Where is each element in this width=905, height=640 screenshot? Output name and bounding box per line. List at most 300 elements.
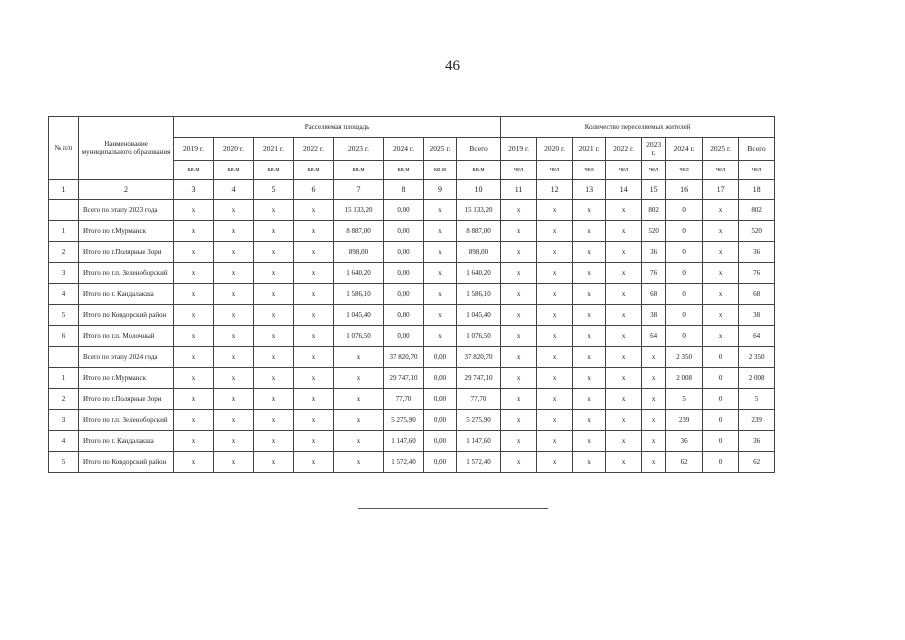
table-cell: x [537, 347, 573, 368]
table-cell: x [294, 410, 334, 431]
table-cell: x [214, 263, 254, 284]
table-cell: x [424, 242, 457, 263]
table-cell: 36 [642, 242, 666, 263]
municipality-name-cell: Итого по Ковдорский район [79, 305, 174, 326]
table-cell: 76 [739, 263, 775, 284]
table-cell: 0 [703, 368, 739, 389]
row-number-cell: 5 [49, 452, 79, 473]
table-cell: 802 [739, 200, 775, 221]
table-cell: x [537, 200, 573, 221]
table-cell: x [573, 326, 606, 347]
table-row [49, 431, 775, 452]
header-area-year: 2020 г. [214, 138, 254, 161]
table-row [49, 368, 775, 389]
table-cell: x [334, 452, 384, 473]
table-cell: x [174, 347, 214, 368]
row-number-cell: 5 [49, 305, 79, 326]
table-cell: 520 [642, 221, 666, 242]
municipality-name-cell: Всего по этапу 2023 года [79, 200, 174, 221]
header-area-unit: кв.м [254, 161, 294, 180]
table-cell: 2 008 [666, 368, 703, 389]
table-cell: x [537, 452, 573, 473]
table-cell: x [501, 410, 537, 431]
row-number-cell: 3 [49, 410, 79, 431]
table-cell: 0,00 [384, 326, 424, 347]
table-cell: 68 [642, 284, 666, 305]
header-people-year: Всего [739, 138, 775, 161]
column-number-cell: 2 [79, 180, 174, 200]
table-cell: 0 [703, 452, 739, 473]
table-row [49, 200, 775, 221]
municipality-name-cell: Итого по г.п. Зеленоборский [79, 263, 174, 284]
table-cell: 1 045,40 [457, 305, 501, 326]
header-no: № п/п [49, 117, 79, 180]
table-cell: x [174, 221, 214, 242]
table-row [49, 242, 775, 263]
table-cell: 76 [642, 263, 666, 284]
table-cell: x [254, 452, 294, 473]
table-cell: 520 [739, 221, 775, 242]
table-cell: 0,00 [424, 410, 457, 431]
table-cell: x [294, 347, 334, 368]
header-area-year: 2022 г. [294, 138, 334, 161]
table-row [49, 410, 775, 431]
table-cell: x [254, 284, 294, 305]
header-area-unit: кв.м [334, 161, 384, 180]
row-number-cell [49, 200, 79, 221]
column-number-cell: 3 [174, 180, 214, 200]
table-cell: 0 [666, 221, 703, 242]
table-cell: 0 [666, 284, 703, 305]
header-area-unit: кв.м [457, 161, 501, 180]
table-cell: x [214, 410, 254, 431]
table-cell: 0 [703, 347, 739, 368]
table-cell: x [424, 200, 457, 221]
table-cell: x [294, 326, 334, 347]
table-cell: x [214, 242, 254, 263]
table-cell: x [537, 368, 573, 389]
table-cell: 5 [739, 389, 775, 410]
column-number-cell: 6 [294, 180, 334, 200]
row-number-cell: 6 [49, 326, 79, 347]
header-area-year: 2019 г. [174, 138, 214, 161]
table-cell: 1 572,40 [384, 452, 424, 473]
municipality-name-cell: Итого по г.Полярные Зори [79, 242, 174, 263]
table-cell: 0,00 [384, 284, 424, 305]
header-area-unit: кв.м [174, 161, 214, 180]
table-cell: x [294, 200, 334, 221]
column-number-cell: 18 [739, 180, 775, 200]
header-people-year: 2019 г. [501, 138, 537, 161]
table-cell: 1 640,20 [334, 263, 384, 284]
table-cell: x [334, 431, 384, 452]
table-row [49, 305, 775, 326]
row-number-cell: 2 [49, 242, 79, 263]
table-cell: 0,00 [384, 242, 424, 263]
header-people-unit: чел [573, 161, 606, 180]
table-cell: x [573, 263, 606, 284]
municipality-name-cell: Итого по г.п. Зеленоборский [79, 410, 174, 431]
table-cell: x [214, 284, 254, 305]
row-number-cell: 1 [49, 221, 79, 242]
table-cell: x [573, 389, 606, 410]
table-cell: x [606, 452, 642, 473]
table-cell: x [537, 242, 573, 263]
table-cell: 0,00 [384, 305, 424, 326]
table-cell: 0,00 [424, 347, 457, 368]
table-cell: 15 133,20 [334, 200, 384, 221]
table-cell: 0 [666, 263, 703, 284]
header-people-unit: чел [666, 161, 703, 180]
table-cell: 0 [703, 431, 739, 452]
table-cell: 2 350 [739, 347, 775, 368]
table-cell: x [214, 389, 254, 410]
table-cell: 2 008 [739, 368, 775, 389]
table-cell: x [294, 431, 334, 452]
table-cell: x [254, 242, 294, 263]
municipality-name-cell: Итого по г.п. Молочный [79, 326, 174, 347]
table-row [49, 284, 775, 305]
table-cell: 5 275,90 [457, 410, 501, 431]
table-row [49, 326, 775, 347]
municipality-name-cell: Итого по г.Мурманск [79, 368, 174, 389]
table-cell: 37 820,70 [457, 347, 501, 368]
table-cell: x [573, 284, 606, 305]
table-cell: x [424, 284, 457, 305]
table-cell: 8 887,00 [334, 221, 384, 242]
table-cell: 0 [666, 200, 703, 221]
header-area-unit: кв.м [384, 161, 424, 180]
column-number-cell: 11 [501, 180, 537, 200]
header-area-year: 2025 г. [424, 138, 457, 161]
table-cell: 239 [666, 410, 703, 431]
column-number-cell: 13 [573, 180, 606, 200]
table-cell: x [606, 221, 642, 242]
table-cell: x [537, 221, 573, 242]
table-cell: x [294, 221, 334, 242]
table-cell: x [703, 263, 739, 284]
table-cell: 0,00 [424, 452, 457, 473]
table-cell: x [254, 389, 294, 410]
table-cell: x [214, 221, 254, 242]
table-cell: 0,00 [424, 389, 457, 410]
table-cell: x [254, 305, 294, 326]
table-row [49, 347, 775, 368]
header-area-group: Расселяемая площадь [174, 117, 501, 138]
table-cell: 1 586,10 [334, 284, 384, 305]
table-cell: x [214, 200, 254, 221]
table-cell: x [606, 347, 642, 368]
table-cell: x [424, 263, 457, 284]
table-cell: 64 [739, 326, 775, 347]
header-area-year: 2024 г. [384, 138, 424, 161]
table-cell: x [537, 410, 573, 431]
municipality-name-cell: Всего по этапу 2024 года [79, 347, 174, 368]
table-cell: x [294, 389, 334, 410]
municipality-name-cell: Итого по Ковдорский район [79, 452, 174, 473]
table-cell: x [703, 305, 739, 326]
table-cell: 5 [666, 389, 703, 410]
header-people-year: 2023 г. [642, 138, 666, 161]
table-cell: x [703, 200, 739, 221]
municipality-name-cell: Итого по г.Полярные Зори [79, 389, 174, 410]
table-cell: 0,00 [384, 221, 424, 242]
table-cell: x [537, 284, 573, 305]
table-cell: x [642, 452, 666, 473]
municipality-name-cell: Итого по г.Мурманск [79, 221, 174, 242]
table-row [49, 389, 775, 410]
page-number: 46 [445, 58, 460, 74]
table-cell: 239 [739, 410, 775, 431]
row-number-cell: 4 [49, 431, 79, 452]
table-cell: x [501, 242, 537, 263]
table-cell: x [294, 368, 334, 389]
table-cell: x [174, 242, 214, 263]
table-cell: x [294, 284, 334, 305]
table-cell: x [703, 221, 739, 242]
table-cell: x [214, 347, 254, 368]
table-cell: x [642, 347, 666, 368]
table-cell: 0,00 [384, 263, 424, 284]
table-cell: x [501, 284, 537, 305]
table-cell: x [501, 368, 537, 389]
table-cell: x [573, 200, 606, 221]
header-area-unit: кв.м [294, 161, 334, 180]
table-cell: x [501, 347, 537, 368]
table-cell: x [254, 431, 294, 452]
table-cell: x [573, 221, 606, 242]
table-cell: x [537, 389, 573, 410]
header-area-unit: кв.м [214, 161, 254, 180]
table-cell: x [174, 284, 214, 305]
table-cell: 0 [703, 389, 739, 410]
column-number-cell: 16 [666, 180, 703, 200]
table-cell: x [174, 200, 214, 221]
row-number-cell: 4 [49, 284, 79, 305]
table-cell: x [254, 263, 294, 284]
table-cell: x [174, 410, 214, 431]
table-cell: x [254, 326, 294, 347]
table-cell: x [606, 263, 642, 284]
table-cell: x [174, 431, 214, 452]
table-cell: x [424, 305, 457, 326]
header-people-year: 2022 г. [606, 138, 642, 161]
column-number-cell: 10 [457, 180, 501, 200]
column-number-cell: 14 [606, 180, 642, 200]
table-cell: 62 [666, 452, 703, 473]
table-cell: x [294, 242, 334, 263]
table-cell: 8 887,00 [457, 221, 501, 242]
table-cell: x [214, 368, 254, 389]
table-cell: x [174, 389, 214, 410]
table-cell: 802 [642, 200, 666, 221]
table-cell: x [606, 305, 642, 326]
table-cell: x [606, 284, 642, 305]
table-cell: x [537, 326, 573, 347]
table-cell: x [573, 305, 606, 326]
table-cell: 29 747,10 [457, 368, 501, 389]
table-cell: 0,00 [424, 431, 457, 452]
table-cell: x [294, 305, 334, 326]
bottom-rule [358, 508, 548, 509]
table-cell: x [573, 410, 606, 431]
table-row [49, 263, 775, 284]
table-cell: x [606, 200, 642, 221]
table-cell: x [537, 263, 573, 284]
table-cell: x [642, 410, 666, 431]
table-cell: x [703, 284, 739, 305]
table-cell: x [424, 221, 457, 242]
table-cell: x [214, 305, 254, 326]
municipality-name-cell: Итого по г. Кандалакша [79, 284, 174, 305]
table-cell: x [334, 389, 384, 410]
column-number-cell: 15 [642, 180, 666, 200]
table-cell: x [294, 263, 334, 284]
table-cell: x [334, 347, 384, 368]
header-area-year: 2021 г. [254, 138, 294, 161]
table-cell: x [573, 431, 606, 452]
table-cell: 1 586,10 [457, 284, 501, 305]
table-cell: x [606, 389, 642, 410]
table-cell: 64 [642, 326, 666, 347]
header-area-year: Всего [457, 138, 501, 161]
column-number-cell: 1 [49, 180, 79, 200]
table-cell: 77,70 [384, 389, 424, 410]
table-cell: 15 133,20 [457, 200, 501, 221]
table-cell: x [501, 221, 537, 242]
header-people-unit: чел [537, 161, 573, 180]
table-cell: x [501, 452, 537, 473]
table-cell: 1 076,50 [457, 326, 501, 347]
header-people-unit: чел [642, 161, 666, 180]
table-cell: x [294, 452, 334, 473]
table-cell: 1 572,40 [457, 452, 501, 473]
table-cell: 68 [739, 284, 775, 305]
table-cell: 77,70 [457, 389, 501, 410]
table-cell: x [501, 263, 537, 284]
header-people-unit: чел [739, 161, 775, 180]
table-cell: 36 [739, 431, 775, 452]
table-cell: x [573, 242, 606, 263]
header-people-year: 2020 г. [537, 138, 573, 161]
header-name: Наименование муниципального образования [79, 117, 174, 180]
table-cell: x [254, 368, 294, 389]
table-cell: x [174, 263, 214, 284]
table-cell: x [537, 305, 573, 326]
header-people-year: 2021 г. [573, 138, 606, 161]
table-cell: 36 [666, 431, 703, 452]
table-cell: 0 [703, 410, 739, 431]
table-cell: 0 [666, 326, 703, 347]
table-cell: 29 747,10 [384, 368, 424, 389]
table-cell: x [606, 410, 642, 431]
table-cell: 38 [739, 305, 775, 326]
table-cell: x [501, 200, 537, 221]
table-row [49, 452, 775, 473]
table-cell: x [254, 347, 294, 368]
table-cell: x [606, 431, 642, 452]
row-number-cell: 2 [49, 389, 79, 410]
table-cell: x [214, 326, 254, 347]
table-cell: x [174, 326, 214, 347]
table-cell: 1 640,20 [457, 263, 501, 284]
table-cell: 1 147,60 [457, 431, 501, 452]
table-cell: x [501, 326, 537, 347]
table-cell: x [642, 431, 666, 452]
table-cell: x [424, 326, 457, 347]
header-people-unit: чел [501, 161, 537, 180]
header-people-unit: чел [606, 161, 642, 180]
table-cell: 36 [739, 242, 775, 263]
table-cell: 0 [666, 305, 703, 326]
table-cell: x [214, 431, 254, 452]
table-cell: x [703, 242, 739, 263]
table-cell: 0,00 [384, 200, 424, 221]
table-cell: x [537, 431, 573, 452]
table-cell: x [606, 242, 642, 263]
header-area-unit: кв.м [424, 161, 457, 180]
table-cell: 0,00 [424, 368, 457, 389]
table-cell: x [174, 452, 214, 473]
table-cell: 2 350 [666, 347, 703, 368]
table-cell: 38 [642, 305, 666, 326]
table-cell: 1 045,40 [334, 305, 384, 326]
table-cell: 5 275,90 [384, 410, 424, 431]
column-number-cell: 7 [334, 180, 384, 200]
municipality-name-cell: Итого по г. Кандалакша [79, 431, 174, 452]
table-cell: x [501, 389, 537, 410]
table-cell: x [703, 326, 739, 347]
header-area-year: 2023 г. [334, 138, 384, 161]
column-number-cell: 8 [384, 180, 424, 200]
column-number-cell: 12 [537, 180, 573, 200]
table-cell: 1 076,50 [334, 326, 384, 347]
table-row [49, 221, 775, 242]
resettlement-table [48, 116, 775, 473]
header-people-year: 2024 г. [666, 138, 703, 161]
table-cell: x [606, 368, 642, 389]
table-cell: 0 [666, 242, 703, 263]
table-cell: x [642, 389, 666, 410]
row-number-cell: 1 [49, 368, 79, 389]
column-number-cell: 5 [254, 180, 294, 200]
table-cell: x [174, 368, 214, 389]
column-number-cell: 9 [424, 180, 457, 200]
table-cell: x [573, 452, 606, 473]
table-cell: 62 [739, 452, 775, 473]
table-cell: x [606, 326, 642, 347]
table-cell: x [334, 410, 384, 431]
header-people-year: 2025 г. [703, 138, 739, 161]
table-cell: x [254, 200, 294, 221]
table-cell: x [642, 368, 666, 389]
header-people-group: Количество переселяемых жителей [501, 117, 775, 138]
table-cell: x [214, 452, 254, 473]
table-cell: 1 147,60 [384, 431, 424, 452]
table-cell: x [334, 368, 384, 389]
row-number-cell [49, 347, 79, 368]
table-cell: x [573, 347, 606, 368]
row-number-cell: 3 [49, 263, 79, 284]
table-cell: 898,00 [457, 242, 501, 263]
header-people-unit: чел [703, 161, 739, 180]
column-number-cell: 17 [703, 180, 739, 200]
column-number-cell: 4 [214, 180, 254, 200]
table-cell: x [501, 305, 537, 326]
table-cell: x [573, 368, 606, 389]
table-cell: x [254, 221, 294, 242]
table-cell: 898,00 [334, 242, 384, 263]
